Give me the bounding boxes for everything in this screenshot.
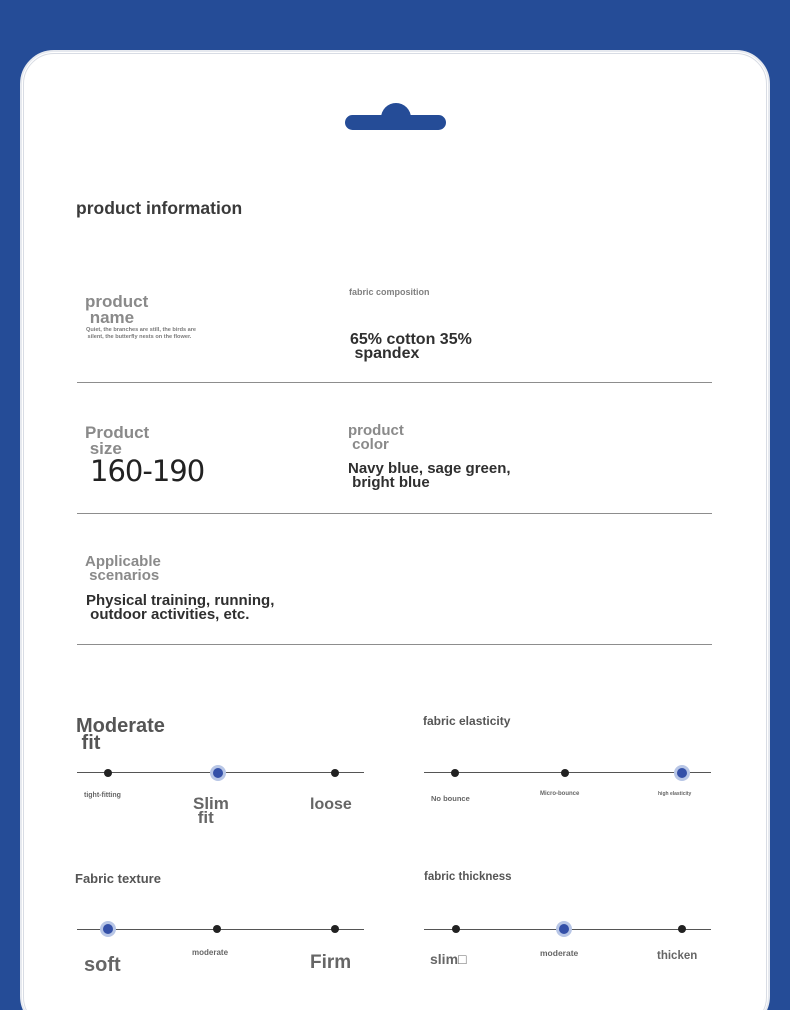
hang-slot <box>345 115 446 130</box>
elasticity-option-none: No bounce <box>431 794 470 803</box>
applicable-scenarios-value: Physical training, running, outdoor activities, etc. <box>86 592 275 623</box>
fit-option-loose: loose <box>310 796 352 813</box>
texture-option-firm: Firm <box>310 952 352 973</box>
elasticity-option-micro: Micro-bounce <box>540 791 580 797</box>
product-color-value: Navy blue, sage green, bright blue <box>348 460 511 491</box>
divider <box>77 644 712 645</box>
fit-dot-slim-selected[interactable] <box>213 768 223 778</box>
elasticity-dot-high-selected[interactable] <box>677 768 687 778</box>
thickness-dot-slim[interactable] <box>452 925 460 933</box>
texture-option-soft: soft <box>84 954 121 976</box>
elasticity-dot-micro[interactable] <box>561 769 569 777</box>
thickness-dot-moderate-selected[interactable] <box>559 924 569 934</box>
fabric-composition-value: 65% cotton 35% spandex <box>350 331 472 362</box>
divider <box>77 382 712 383</box>
product-card <box>20 50 770 1010</box>
elasticity-title: fabric elasticity <box>423 714 511 728</box>
fit-title: Moderate fit <box>76 715 165 754</box>
texture-option-moderate: moderate <box>192 948 229 957</box>
elasticity-dot-none[interactable] <box>451 769 459 777</box>
fabric-composition-label: fabric composition <box>349 287 430 297</box>
thickness-option-moderate: moderate <box>540 948 579 958</box>
product-color-label: product color <box>348 422 404 453</box>
fit-dot-loose[interactable] <box>331 769 339 777</box>
applicable-scenarios-label: Applicable scenarios <box>85 553 161 584</box>
elasticity-option-high: high elasticity <box>658 791 692 797</box>
texture-dot-firm[interactable] <box>331 925 339 933</box>
fit-option-tight: tight-fitting <box>84 792 121 799</box>
texture-dot-moderate[interactable] <box>213 925 221 933</box>
thickness-title: fabric thickness <box>424 871 512 883</box>
thickness-dot-thicken[interactable] <box>678 925 686 933</box>
texture-dot-soft-selected[interactable] <box>103 924 113 934</box>
fit-option-slim: Slim fit <box>193 794 229 827</box>
product-size-value: 160-190 <box>90 454 205 488</box>
divider <box>77 513 712 514</box>
texture-title: Fabric texture <box>75 871 161 886</box>
product-name-value: Quiet, the branches are still, the birds are silent, the butterfly nests on the flower. <box>86 327 197 340</box>
fit-dot-tight[interactable] <box>104 769 112 777</box>
product-name-label: product name <box>85 292 149 327</box>
thickness-option-slim: slim□ <box>430 951 467 967</box>
section-title: product information <box>76 198 243 218</box>
product-size-label: Product size <box>85 423 150 458</box>
thickness-option-thicken: thicken <box>657 950 698 962</box>
